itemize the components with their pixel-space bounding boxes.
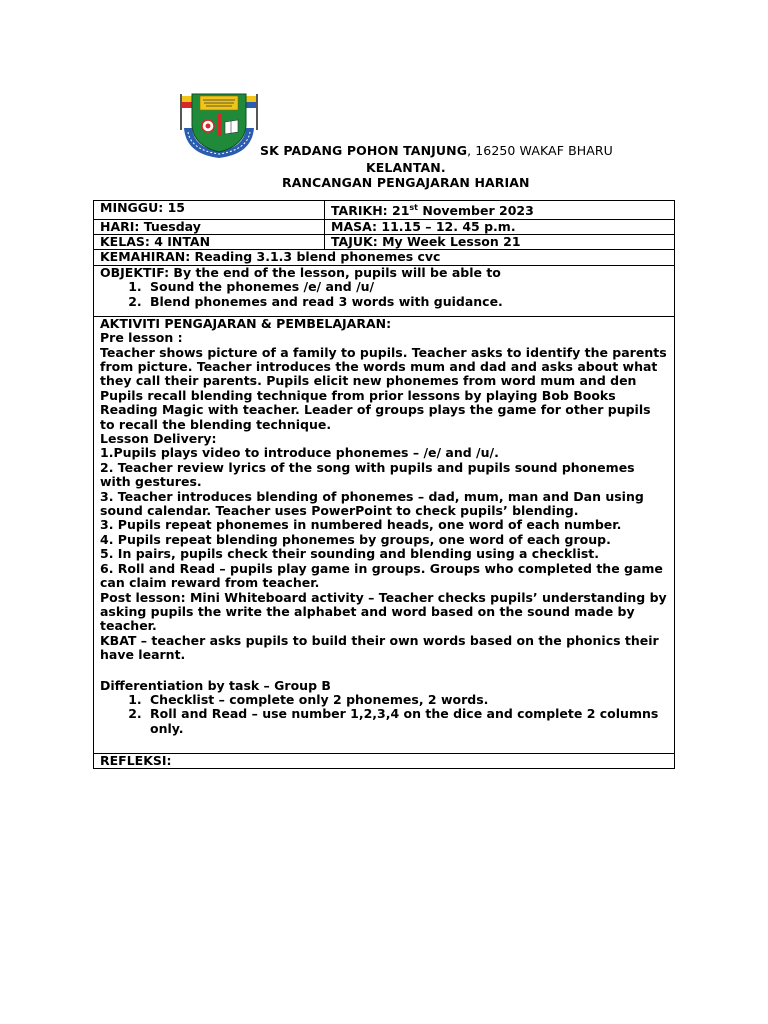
table-row <box>94 265 675 316</box>
table-row <box>94 250 675 265</box>
list-item: 2. Roll and Read – use number 1,2,3,4 on the dice and complete 2 columns only. <box>146 707 668 736</box>
table-row <box>94 316 675 753</box>
list-item: 2. Blend phonemes and read 3 words with guidance. <box>146 295 668 309</box>
delivery-step: 6. Roll and Read – pupils play game in groups. Groups who completed the game can claim reward from teacher. <box>100 560 663 591</box>
school-state: KELANTAN. <box>366 160 446 175</box>
minggu-cell: MINGGU: 15 <box>94 201 325 220</box>
differentiation-label: Differentiation by task – Group B <box>100 677 331 693</box>
objektif-list <box>100 280 668 309</box>
differentiation-list <box>100 693 668 736</box>
delivery-step: 2. Teacher review lyrics of the song with pupils and pupils sound phonemes with gestures. <box>100 459 635 490</box>
objektif-intro: OBJEKTIF: By the end of the lesson, pupils will be able to <box>100 264 501 280</box>
flag-right-icon <box>246 94 258 130</box>
aktiviti-heading: AKTIVITI PENGAJARAN & PEMBELAJARAN: <box>100 315 392 331</box>
school-name: SK PADANG POHON TANJUNG, 16250 WAKAF BHARU <box>260 143 613 158</box>
pre-lesson-paragraph-1: Teacher shows picture of a family to pupils. Teacher asks to identify the parents from picture. Teacher introduces the words mum and dad and asks about what they call their parents. Pupils elicit new phonemes from word mum and den <box>100 344 667 389</box>
kemahiran-cell: KEMAHIRAN: Reading 3.1.3 blend phonemes cvc <box>94 250 675 265</box>
lesson-plan-table <box>93 200 675 769</box>
hari-cell: HARI: Tuesday <box>94 219 325 234</box>
delivery-step: 4. Pupils repeat blending phonemes by groups, one word of each group. <box>100 531 611 547</box>
tarikh-cell: TARIKH: 21st November 2023 <box>325 201 675 220</box>
table-row <box>94 201 675 220</box>
flag-left-icon <box>180 94 192 130</box>
kelas-cell: KELAS: 4 INTAN <box>94 234 325 249</box>
table-row <box>94 753 675 768</box>
pre-lesson-label: Pre lesson : <box>100 330 183 346</box>
aktiviti-cell <box>94 316 675 753</box>
list-item: 1. Sound the phonemes /e/ and /u/ <box>146 280 668 294</box>
table-row <box>94 234 675 249</box>
delivery-step: 3. Teacher introduces blending of phonemes – dad, mum, man and Dan using sound calendar. Teacher uses PowerPoint to check pupils’ blending. <box>100 488 644 519</box>
refleksi-cell: REFLEKSI: <box>94 753 675 768</box>
pre-lesson-paragraph-2: Pupils recall blending technique from prior lessons by playing Bob Books Reading Magic with teacher. Leader of groups plays the game for other pupils to recall the blending technique. <box>100 387 651 432</box>
table-row <box>94 219 675 234</box>
masa-cell: MASA: 11.15 – 12. 45 p.m. <box>325 219 675 234</box>
kbat: KBAT – teacher asks pupils to build their own words based on the phonics their have learnt. <box>100 632 659 663</box>
objektif-cell <box>94 265 675 316</box>
delivery-step: 1.Pupils plays video to introduce phonemes – /e/ and /u/. <box>100 445 499 461</box>
delivery-step: 5. In pairs, pupils check their sounding and blending using a checklist. <box>100 546 600 562</box>
lesson-delivery-label: Lesson Delivery: <box>100 431 217 447</box>
post-lesson: Post lesson: Mini Whiteboard activity – Teacher checks pupils’ understanding by asking pupils the write the alphabet and word based on the sound made by teacher. <box>100 589 667 634</box>
tajuk-cell: TAJUK: My Week Lesson 21 <box>325 234 675 249</box>
school-logo <box>176 88 262 160</box>
delivery-step: 3. Pupils repeat phonemes in numbered heads, one word of each number. <box>100 517 622 533</box>
document-title: RANCANGAN PENGAJARAN HARIAN <box>282 175 530 190</box>
list-item: 1. Checklist – complete only 2 phonemes, 2 words. <box>146 693 668 707</box>
